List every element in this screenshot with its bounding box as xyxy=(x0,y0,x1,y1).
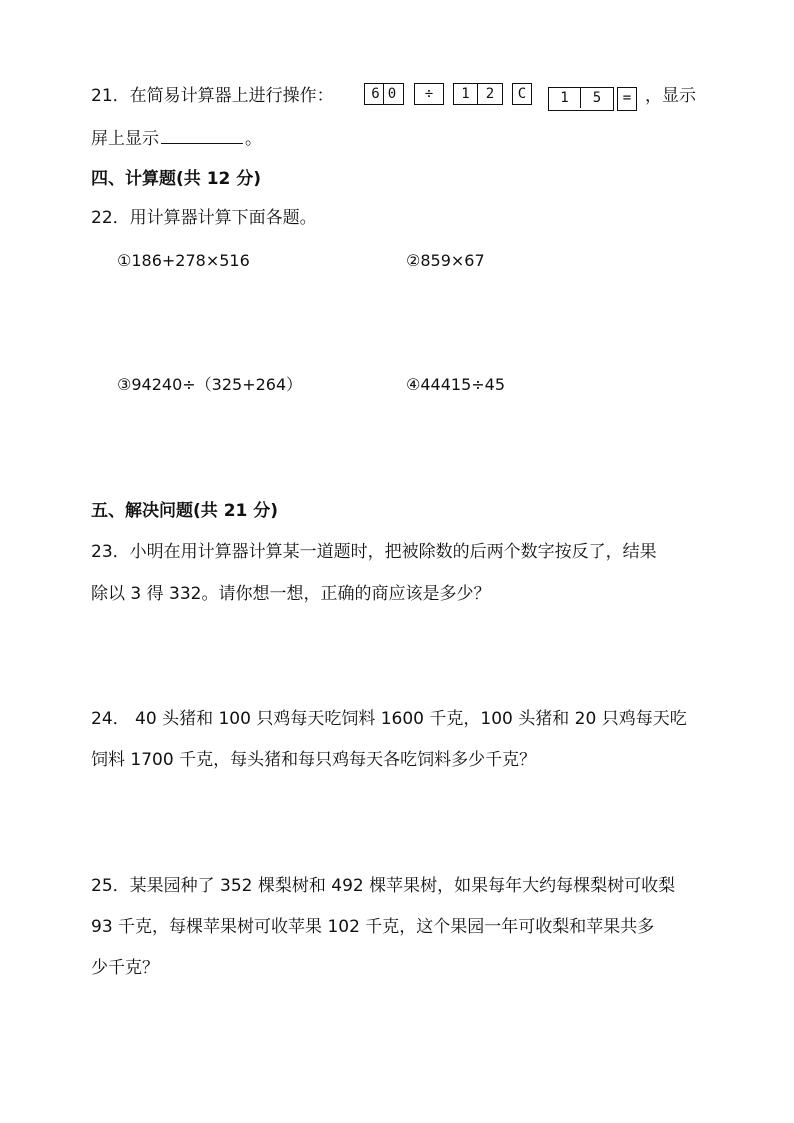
answer-blank[interactable] xyxy=(161,126,243,144)
calc-digit: 0 xyxy=(387,86,397,102)
calc-key-clear xyxy=(512,83,532,105)
calc-symbol: ÷ xyxy=(424,86,434,102)
calc-key-divide xyxy=(414,83,444,105)
q21-suffix: ，显示 xyxy=(645,86,696,106)
calc-digit: 2 xyxy=(485,86,495,102)
calc-digit: 1 xyxy=(549,88,581,108)
q22-title: 22．用计算器计算下面各题。 xyxy=(91,208,317,228)
q22-item-3: ③94240÷（325+264） xyxy=(117,375,303,394)
q23-line1: 23．小明在用计算器计算某一道题时，把被除数的后两个数字按反了，结果 xyxy=(91,542,657,562)
q21-line2-text: 屏上显示 xyxy=(91,129,159,149)
section4-heading: 四、计算题(共 12 分) xyxy=(91,169,262,189)
calc-symbol: C xyxy=(517,86,527,102)
q22-item-1: ①186+278×516 xyxy=(117,251,250,270)
section5-heading: 五、解决问题(共 21 分) xyxy=(91,501,279,521)
calc-key-equals xyxy=(617,87,637,111)
q21-prefix: 21．在简易计算器上进行操作： xyxy=(91,86,334,106)
calc-key-60 xyxy=(364,83,404,105)
q22-item-4: ④44415÷45 xyxy=(406,375,506,394)
calc-digit: 5 xyxy=(592,90,602,106)
q21-line2 xyxy=(91,126,262,151)
q25-line2: 93 千克，每棵苹果树可收苹果 102 千克，这个果园一年可收梨和苹果共多 xyxy=(91,917,655,937)
q21-line2-end: 。 xyxy=(245,129,262,149)
q23-line2: 除以 3 得 332。请你想一想，正确的商应该是多少？ xyxy=(91,584,491,604)
q22-item-2: ②859×67 xyxy=(406,251,485,270)
q25-line1: 25．某果园种了 352 棵梨树和 492 棵苹果树，如果每年大约每棵梨树可收梨 xyxy=(91,876,676,896)
calc-digit: 6 xyxy=(368,84,384,104)
calc-key-12 xyxy=(453,83,503,105)
q24-line1: 24． 40 头猪和 100 只鸡每天吃饲料 1600 千克，100 头猪和 20 只鸡每天吃 xyxy=(91,709,687,729)
calc-digit: 1 xyxy=(454,84,478,104)
q24-line2: 饲料 1700 千克，每头猪和每只鸡每天各吃饲料多少千克？ xyxy=(91,750,537,770)
calc-key-15 xyxy=(548,87,614,111)
calc-symbol: = xyxy=(622,90,632,106)
q25-line3: 少千克？ xyxy=(91,958,159,978)
